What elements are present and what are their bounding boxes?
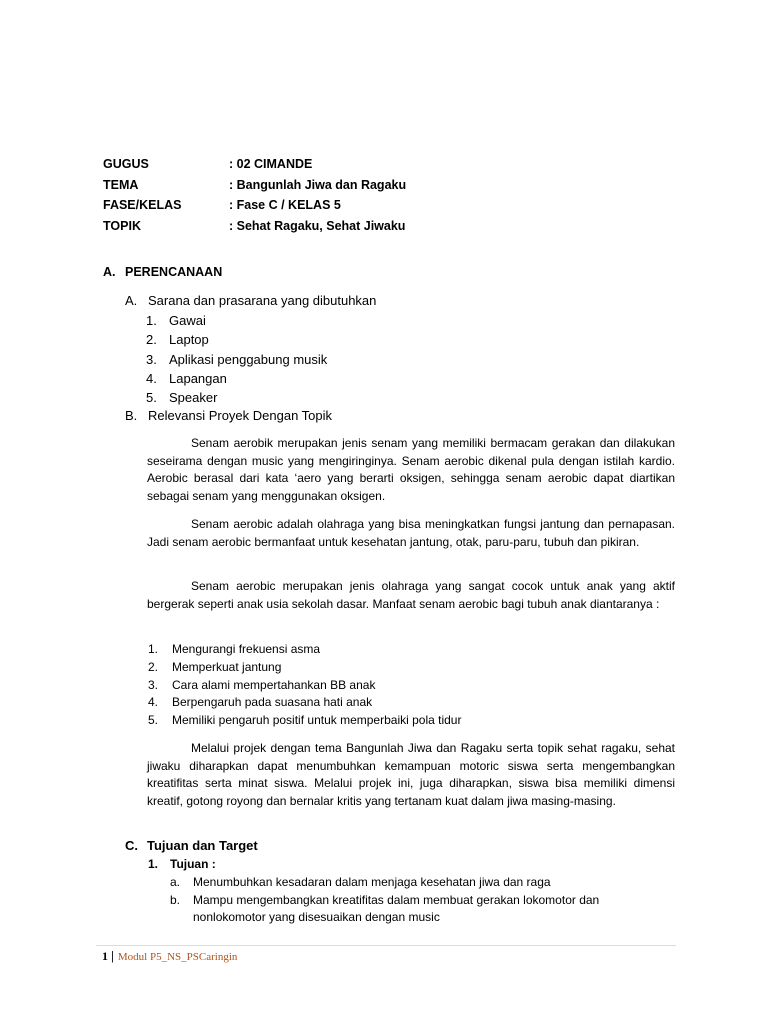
info-value: : Bangunlah Jiwa dan Ragaku — [229, 177, 407, 192]
list-item — [146, 311, 327, 330]
info-label: FASE/KELAS — [103, 198, 182, 212]
list-number: 3. — [146, 351, 157, 367]
list-item — [148, 694, 461, 712]
subheading-sarana — [125, 292, 376, 310]
info-label: TOPIK — [103, 218, 141, 233]
paragraph-aerobik-definition: Senam aerobik merupakan jenis senam yang memiliki bermacam gerakan dan dilakukan seseirama dengan music yang mengiringinya. Senam aerobic dikenal pula dengan istilah kardio. Aerobic berasal dari kata ‘aero yang berarti oksigen, sehingga senam aerobic dapat diartikan sebagai senam yang menggunakan oksigen. — [147, 436, 675, 503]
subheading-marker: B. — [125, 408, 138, 423]
list-number: 3. — [148, 677, 159, 692]
list-item — [148, 712, 461, 730]
list-text: Speaker — [169, 390, 218, 406]
list-number: 4. — [146, 370, 157, 386]
module-name: Modul P5_NS_PSCaringin — [117, 951, 238, 963]
page-footer — [102, 949, 237, 964]
section-title: PERENCANAAN — [125, 265, 223, 279]
list-letter: a. — [170, 875, 181, 889]
list-number: 4. — [148, 695, 159, 710]
info-value: : Fase C / KELAS 5 — [229, 198, 341, 212]
section-heading-perencanaan — [103, 264, 222, 280]
subheading-tujuan-target — [125, 838, 258, 854]
list-number: 5. — [148, 713, 159, 728]
list-number: 5. — [146, 390, 157, 406]
tujuan-list — [170, 874, 636, 927]
sarana-list — [146, 311, 327, 407]
subheading-marker: C. — [125, 838, 138, 853]
info-value: : Sehat Ragaku, Sehat Jiwaku — [229, 218, 406, 233]
info-value: : 02 CIMANDE — [229, 157, 313, 171]
list-number: 2. — [146, 332, 157, 348]
subheading-title: Sarana dan prasarana yang dibutuhkan — [148, 293, 377, 308]
list-number: 1. — [148, 857, 159, 871]
paragraph-aerobic-benefits: Senam aerobic adalah olahraga yang bisa meningkatkan fungsi jantung dan pernapasan. Jadi senam aerobic bermanfaat untuk kesehatan jantung, otak, paru-paru, tubuh dan pikiran. — [147, 517, 675, 549]
list-text: Gawai — [169, 313, 206, 328]
list-text: Menumbuhkan kesadaran dalam menjaga kesehatan jiwa dan raga — [193, 875, 551, 889]
list-text: Cara alami mempertahankan BB anak — [172, 677, 376, 692]
info-label: TEMA — [103, 177, 139, 192]
list-text: Laptop — [169, 332, 209, 348]
list-text: Berpengaruh pada suasana hati anak — [172, 695, 373, 710]
list-text: Mengurangi frekuensi asma — [172, 642, 321, 656]
list-text: Aplikasi penggabung musik — [169, 351, 328, 367]
list-item — [170, 874, 636, 892]
list-letter: b. — [170, 892, 181, 907]
list-item — [170, 892, 636, 927]
list-item — [146, 388, 327, 407]
subheading-marker: A. — [125, 293, 138, 308]
list-item — [148, 677, 461, 695]
list-number: 1. — [148, 642, 159, 656]
manfaat-list — [148, 641, 461, 730]
tujuan-heading — [148, 856, 216, 872]
list-number: 1. — [146, 313, 157, 328]
list-item — [148, 641, 461, 659]
subheading-relevansi — [125, 407, 332, 425]
paragraph-project-goal: Melalui projek dengan tema Bangunlah Jiwa dan Ragaku serta topik sehat ragaku, sehat jiwaku diharapkan dapat menumbuhkan kemampuan motoric siswa serta mengembangkan kreatifitas serta minat siswa. Melalui projek ini, juga diharapkan, siswa bisa memiliki dimensi kreatif, gotong royong dan bernalar kritis yang tertanam kuat dalam jiwa masing-masing. — [147, 741, 675, 808]
footer-divider — [96, 945, 676, 946]
list-text: Mampu mengembangkan kreatifitas dalam membuat gerakan lokomotor dan nonlokomotor yang disesuaikan dengan music — [193, 892, 600, 925]
tujuan-label: Tujuan : — [170, 857, 216, 871]
info-label: GUGUS — [103, 157, 149, 171]
list-text: Memperkuat jantung — [172, 659, 282, 674]
paragraph-aerobic-children: Senam aerobic merupakan jenis olahraga yang sangat cocok untuk anak yang aktif bergerak seperti anak usia sekolah dasar. Manfaat senam aerobic bagi tubuh anak diantaranya : — [147, 579, 675, 611]
list-item — [146, 330, 327, 349]
subheading-title: Relevansi Proyek Dengan Topik — [148, 408, 333, 423]
list-item — [146, 369, 327, 388]
section-marker: A. — [103, 265, 116, 279]
page-number: 1 — [102, 949, 108, 963]
list-item — [146, 350, 327, 369]
subheading-title: Tujuan dan Target — [147, 838, 258, 853]
list-text: Lapangan — [169, 370, 227, 386]
footer-separator: | — [111, 948, 114, 963]
list-item — [148, 659, 461, 677]
list-number: 2. — [148, 659, 159, 674]
list-text: Memiliki pengaruh positif untuk memperbaiki pola tidur — [172, 713, 462, 728]
